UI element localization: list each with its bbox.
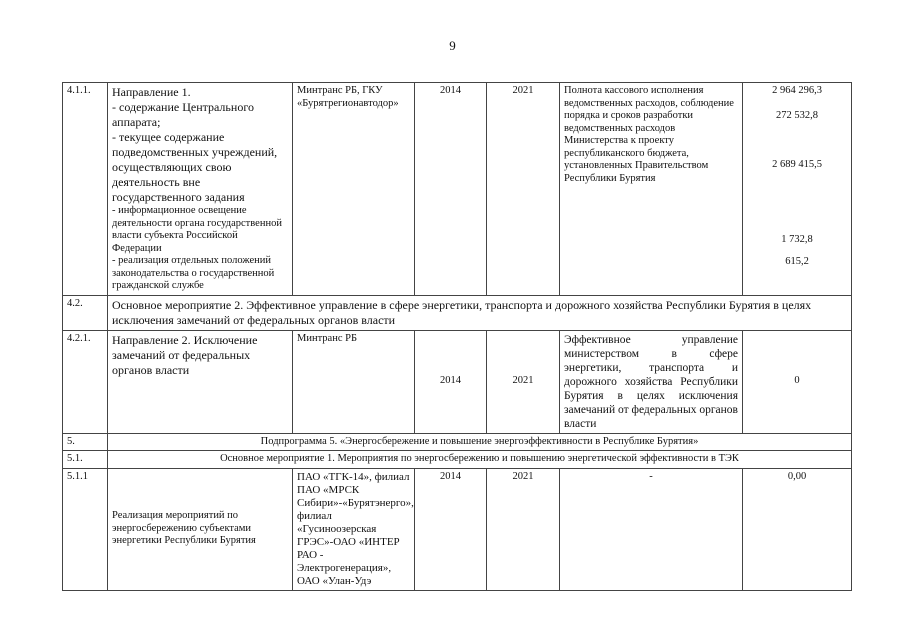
row-number: 4.2.1.	[63, 330, 108, 433]
amount-cell: 0,00	[743, 468, 852, 590]
amount-3: 1 732,8	[781, 233, 813, 245]
direction-item-2: - текущее содержание подведомственных учреждений, осуществляющих свою деятельность вне государственного задания	[112, 130, 278, 204]
end-year: 2021	[487, 468, 560, 590]
direction-cell: Реализация мероприятий по энергосбережению субъектами энергетики Республики Бурятия	[108, 468, 293, 590]
direction-item-1: - содержание Центрального аппарата;	[112, 100, 254, 129]
row-number: 5.1.1	[63, 468, 108, 590]
amount-cell	[743, 83, 852, 296]
row-number: 5.1.	[63, 451, 108, 469]
measure-title: Основное мероприятие 1. Мероприятия по энергосбережению и повышению энергетической эффективности в ТЭК	[108, 451, 852, 469]
direction-cell: Направление 2. Исключение замечаний от федеральных органов власти	[108, 330, 293, 433]
subprogram-title: Подпрограмма 5. «Энергосбережение и повышение энергоэффективности в Республике Бурятия»	[108, 433, 852, 451]
activities-table	[62, 82, 852, 591]
direction-cell	[108, 83, 293, 296]
table-row-5-1	[63, 451, 852, 469]
table-row-4-1-1	[63, 83, 852, 296]
end-year: 2021	[487, 330, 560, 433]
row-number: 5.	[63, 433, 108, 451]
table-row-4-2-1	[63, 330, 852, 433]
direction-title: Направление 1.	[112, 85, 191, 99]
page-number: 9	[449, 38, 456, 53]
row-number: 4.1.1.	[63, 83, 108, 296]
row-number: 4.2.	[63, 295, 108, 330]
table-row-5	[63, 433, 852, 451]
measure-title: Основное мероприятие 2. Эффективное управление в сфере энергетики, транспорта и дорожного хозяйства Республики Бурятия в целях исключения замечаний от федеральных органов власти	[108, 295, 852, 330]
end-year: 2021	[487, 83, 560, 296]
amount-total: 2 964 296,3	[772, 85, 822, 96]
executor-cell: ПАО «ТГК-14», филиал ПАО «МРСК Сибири»-«Бурятэнерго», филиал «Гусиноозерская ГРЭС»-ОАО «ИНТЕР РАО - Электрогенерация», ОАО «Улан-Удэ	[293, 468, 415, 590]
direction-item-3: - информационное освещение деятельности органа государственной власти субъекта Российской Федерации	[112, 205, 282, 254]
result-cell: Эффективное управление министерством в сфере энергетики, транспорта и дорожного хозяйства Республики Бурятия в целях исключения замечаний от федеральных органов власти	[560, 330, 743, 433]
amount-4: 615,2	[785, 256, 809, 267]
start-year: 2014	[415, 330, 487, 433]
result-cell: -	[560, 468, 743, 590]
result-cell: Полнота кассового исполнения ведомственных расходов, соблюдение порядка и сроков разработки ведомственных расходов Министерства к проекту республиканского бюджета, установленных Правительством Республики Бурятия	[560, 83, 743, 296]
executor-cell: Минтранс РБ	[293, 330, 415, 433]
amount-cell: 0	[743, 330, 852, 433]
amount-2: 2 689 415,5	[772, 159, 822, 170]
amount-1: 272 532,8	[776, 109, 818, 121]
table-row-4-2	[63, 295, 852, 330]
start-year: 2014	[415, 83, 487, 296]
table-row-5-1-1	[63, 468, 852, 590]
direction-item-4: - реализация отдельных положений законодательства о государственной гражданской службе	[112, 255, 275, 291]
start-year: 2014	[415, 468, 487, 590]
executor-cell: Минтранс РБ, ГКУ «Бурятрегионавтодор»	[293, 83, 415, 296]
